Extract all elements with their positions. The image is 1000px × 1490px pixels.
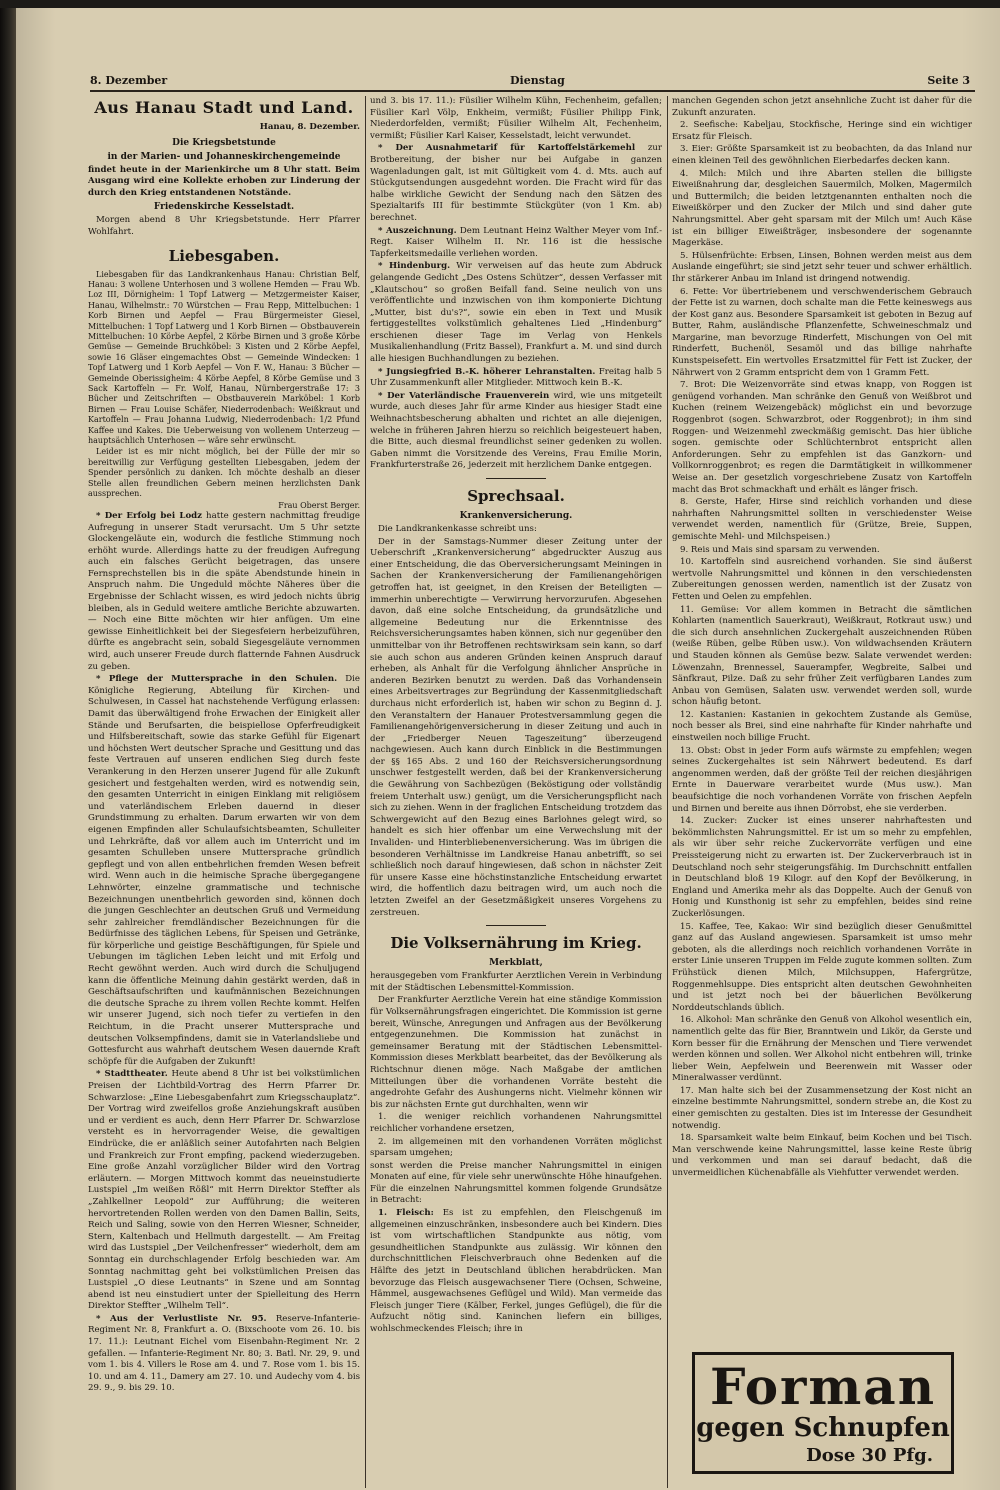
verlustliste-lead: * Aus der Verlustliste Nr. 95.: [96, 1313, 267, 1324]
erfolg-text: hatte gestern nachmittag freudige Aufregung in unserer Stadt verursacht. Um 5 Uhr setzte Glockengeläute ein, wodurch die festliche Stimmung noch erhöht wurde. Allerdings hatte zu der freudigen Aufregung auch ein falsches Gerücht beigetragen, das unsere Fernsprechstellen bis in die späte Abendstunde hinein in Anspruch nahm. Die Ungeduld möchte Näheres über die Ergebnisse der Schlacht wissen, es wird jedoch nichts übrig bleiben, als in Geduld weitere amtliche Berichte abzuwarten. — Noch eine Bitte möchten wir hier anfügen. Um eine gewisse Einheitlichkeit bei der Siegesfeiern herbeizuführen, dürfte es angebracht sein, sobald Siegesgeläute vernommen wird, auch unserer Freude durch flatternde Fahnen Ausdruck zu geben.: [88, 510, 360, 672]
header-page-number: Seite 3: [927, 74, 970, 87]
column-rule-1: [365, 96, 366, 1488]
volksernaehrung-after: sonst werden die Preise mancher Nahrungsmittel in einigen Monaten auf eine, für viele sehr unerwünschte Höhe hinaufgehen. Für die einzelnen Nahrungsmittel kommen folgende Grundsätze in Betracht:: [370, 1160, 662, 1206]
dateline: Hanau, 8. Dezember.: [259, 122, 360, 132]
volksernaehrung-point-1: 1. die weniger reichlich vorhandenen Nahrungsmittel reichlicher vorhandene ersetzen,: [370, 1112, 662, 1134]
ausnahmetarif-text: zur Brotbereitung, der bisher nur bei Aufgabe in ganzen Wagenladungen galt, ist mit Gültigkeit vom 4. d. Mts. auch auf Stückgutsendungen ausgedehnt worden. Die Fracht wird für das halbe wirkliche Gewicht der Sendung nach den Sätzen des Spezialtarifs III für bestimmte Stückgüter (von 1 Km. ab) berechnet.: [370, 143, 662, 223]
ausnahmetarif-paragraph: [370, 143, 662, 224]
liebesgaben-title: Liebesgaben.: [168, 246, 280, 265]
hindenburg-text: Wir verweisen auf das heute zum Abdruck gelangende Gedicht „Des Ostens Schützer“, dessen Verfasser mit „Klautschou“ so großen Beifall fand. Seine neulich von uns veröffentlichte und inzwischen von ihm komponierte Dichtung „Mutter, bist du's?“, sowie ein eben in Text und Musik fertiggestelltes volkstümlich gehaltenes Lied „Hindenburg“ erschienen dieser Tage im Verlag von Henkels Musikalienhandlung (Fritz Bassel), Frankfurt a. M. und sind durch alle hiesigen Buchhandlungen zu beziehen.: [370, 261, 662, 365]
header-rule: [90, 90, 975, 92]
header-day: Dienstag: [510, 74, 565, 87]
item-obst: 13. Obst: Obst in jeder Form aufs wärmste zu empfehlen; wegen seines Zuckergehaltes ist sein Nährwert bedeutend. Es darf angenommen werden, daß der größte Teil der reichen diesjährigen Ernte in Dauerware verarbeitet wurde (Mus usw.). Man beaufsichtige die noch vorhandenen Vorräte von frischen Aepfeln und Birnen und bereite aus ihnen Dörrobst, ehe sie verderben.: [672, 745, 972, 814]
volksernaehrung-publisher: herausgegeben vom Frankfurter Aerztlichen Verein in Verbindung mit der Städtischen Lebensmittel-Kommission.: [370, 971, 662, 993]
item-seefische: 2. Seefische: Kabeljau, Stockfische, Heringe sind ein wichtiger Ersatz für Fleisch.: [672, 120, 972, 142]
item-huelsenfruechte: 5. Hülsenfrüchte: Erbsen, Linsen, Bohnen werden meist aus dem Auslande eingeführt; sie sind jetzt sehr teuer und schwer erhältlich. Ihr stärkerer Anbau im Inland ist dringend notwendig.: [672, 250, 972, 284]
liebesgaben-signature: Frau Oberst Berger.: [278, 500, 360, 510]
item-kastanien: 12. Kastanien: Kastanien in gekochtem Zustande als Gemüse, noch besser als Brei, sind eine nahrhafte für Kinder nahrhafte und einstweilen noch billige Frucht.: [672, 709, 972, 744]
fleisch-continued: manchen Gegenden schon jetzt ansehnliche Zucht ist daher für die Zukunft anzuraten.: [672, 96, 972, 118]
sprechsaal-intro: Die Landkrankenkasse schreibt uns:: [378, 524, 537, 534]
item-kartoffeln: 10. Kartoffeln sind ausreichend vorhanden. Sie sind äußerst wertvolle Nahrungsmittel und können in den verschiedensten Zubereitungen genossen werden, namentlich ist der Zusatz von Fetten und Oelen zu empfehlen.: [672, 557, 972, 602]
fleisch-paragraph: [370, 1208, 662, 1336]
friedenskirche-text: Morgen abend 8 Uhr Kriegsbetstunde. Herr Pfarrer Wohlfahrt.: [88, 215, 360, 237]
separator: [486, 925, 546, 926]
sprechsaal-subtitle: Krankenversicherung.: [459, 511, 573, 521]
stadttheater-lead: * Stadttheater.: [96, 1069, 168, 1080]
ausnahmetarif-lead: * Der Ausnahmetarif für Kartoffelstärkemehl: [378, 143, 636, 154]
section-title-hanau: Aus Hanau Stadt und Land.: [94, 98, 354, 117]
liebesgaben-thanks: Leider ist es mir nicht möglich, bei der Fülle der mir so bereitwillig zur Verfügung gestellten Liebesgaben, jedem der Spender persönlich zu danken. Ich möchte deshalb an dieser Stelle allen freundlichen Gebern meinen herzlichsten Dank aussprechen.: [88, 447, 360, 499]
item-zusammensetzung: 17. Man halte sich bei der Zusammensetzung der Kost nicht an einzelne bestimmte Nahrungsmittel, sondern strebe an, die Kost zu einer gemischten zu gestalten. Dies ist im Interesse der Gesundheit notwendig.: [672, 1085, 972, 1131]
jungsiegfried-text: Freitag halb 5 Uhr Zusammenkunft aller Mitglieder. Mittwoch kein B.-K.: [370, 366, 662, 389]
frauenverein-text: wird, wie uns mitgeteilt wurde, auch dieses Jahr für arme Kinder aus hiesiger Stadt eine Weihnachtsbescherung abhalten und richtet an alle diejenigen, welche in früheren Jahren hierzu so reichlich beigesteuert haben, die Bitte, auch diesmal freundlichst seiner gedenken zu wollen. Gaben nimmt die Vorsitzende des Vereins, Frau Emilie Morin, Frankfurterstraße 26, jederzeit mit herzlichem Danke entgegen.: [370, 390, 662, 471]
header-date: 8. Dezember: [90, 74, 168, 87]
item-gemuese: 11. Gemüse: Vor allem kommen in Betracht die sämtlichen Kohlarten (namentlich Sauerkraut), Weißkraut, Rotkraut usw.) und die sich durch ansehnlichen Zuckergehalt auszeichnenden Rüben (weiße Rüben, gelbe Rüben usw.). Von wildwachsenden Kräutern und Stauden können als Gemüse bezw. Salate verwendet werden: Löwenzahn, Brennessel, Sauerampfer, Wegbreite, Salbei und Sänfkraut, Pilze. Daß zu sehr früher Zeit verfügbaren Landes zum Anbau von Gemüsen, Salaten usw. verwendet werden soll, wurde schon häufig betont.: [672, 604, 972, 708]
kriegsbetstunde-subtitle: in der Marien- und Johanneskirchengemeinde: [107, 151, 341, 162]
sprechsaal-text: Der in der Samstags-Nummer dieser Zeitung unter der Ueberschrift „Krankenversicherung“ abgedruckter Auszug aus einer Entscheidung, die das Oberversicherungsamt Meiningen in Sachen der Krankenversicherung der Familienangehörigen getroffen hat, ist geeignet, in den Kreisen der Beteiligten — immerhin unberechtigte — Verwirrung hervorzurufen. Abgesehen davon, daß eine solche Entscheidung, da grundsätzliche und allgemeine Bedeutung nur die Erkenntnisse des Reichsversicherungsamtes haben können, sich nur gegenüber den unmittelbar von ihr Betroffenen rechtswirksam sein kann, so darf sie auch schon aus anderen Gründen keinen Anspruch darauf erheben, als Anhalt für die Verfolgung ähnlicher Ansprüche in anderen Bezirken benutzt zu werden. Daß das Vorhandensein eines Arbeitsvertrages zur Begründung der Kassenmitgliedschaft durchaus nicht erforderlich ist, haben wir schon zu Beginn d. J. den Veranstaltern der Hanauer Protestversammlung gegen die Familienangehörigenversicherung in dieser Zeitung und auch in der „Friedberger Neuen Tageszeitung“ überzeugend nachgewiesen. Auch kann durch Einblick in die Bestimmungen der §§ 165 Abs. 2 und 160 der Reichsversicherungsordnung unschwer festgestellt werden, daß bei der Krankenversicherung die Gewährung von Sachbezügen (Beköstigung oder vollständig freiem Unterhalt usw.) genügt, um die Versicherungspflicht nach sich zu ziehen. Wenn in der fraglichen Entscheidung trotzdem das Schwergewicht auf den Bezug eines Barlohnes gelegt wird, so handelt es sich hier offenbar um eine Verwechslung mit der Invaliden- und Hinterbliebenenversicherung. Was im übrigen die besonderen Verhältnisse im Landkreise Hanau anbetrifft, so sei schließlich noch darauf hingewiesen, daß schon in nächster Zeit für unsere Kasse eine höchstinstanzliche Entscheidung erwartet wird, die hoffentlich dazu beitragen wird, um auch noch die letzten Zweifel an der Gesetzmäßigkeit unseres Vorgehens zu zerstreuen.: [370, 536, 662, 918]
volksernaehrung-subtitle: Merkblatt,: [489, 958, 543, 969]
forman-advertisement: [692, 1352, 954, 1474]
column-2: [370, 96, 662, 1490]
item-gerste: 8. Gerste, Hafer, Hirse sind reichlich vorhanden und diese nahrhaften Nahrungsmittel sollten in verschiedenster Weise verwendet werden, namentlich für (Grütze, Breie, Suppen, gemischte Mehl- und Milchspeisen.): [672, 497, 972, 542]
auszeichnung-paragraph: [370, 226, 662, 261]
book-spine: [0, 8, 16, 1490]
liebesgaben-list: Liebesgaben für das Landkrankenhaus Hanau: Christian Belf, Hanau: 3 wollene Unterhosen und 3 wollene Hemden — Frau Wb. Loz III, Dörnigheim: 1 Topf Latwerg — Metzgermeister Kaiser, Hanau, Wilhelmstr.: 70 Würstchen — Frau Repp, Mittelbuchen: 1 Korb Birnen und Aepfel — Frau Bürgermeister Giesel, Mittelbuchen: 1 Topf Latwerg und 1 Korb Birnen — Obstbauverein Mittelbuchen: 10 Körbe Aepfel, 2 Körbe Birnen und 3 große Körbe Gemüse — Gemeinde Bruchköbel: 3 Kisten und 2 Körbe Aepfel, sowie 16 Gläser eingemachtes Obst — Gemeinde Windecken: 1 Topf Latwerg und 1 Korb Aepfel — Von F. W., Hanau: 3 Bücher — Gemeinde Oberissigheim: 4 Körbe Aepfel, 8 Körbe Gemüse und 3 Sack Kartoffeln — Fr. Wolf, Hanau, Nürnbergerstraße 17: 3 Bücher und Zeitschriften — Obstbauverein Marköbel: 1 Korb Birnen — Frau Louise Schäfer, Niederrodenbach: Weißkraut und Kartoffeln — Frau Johanna Ludwig, Niederrodenbach: 1/2 Pfund Kaffee und Kakes. Die Ueberweisung von wollenem Unterzeug — hauptsächlich Unterhosen — wäre sehr erwünscht.: [88, 269, 360, 446]
separator: [486, 478, 546, 479]
item-eier: 3. Eier: Größte Sparsamkeit ist zu beobachten, da das Inland nur einen kleinen Teil des gewöhnlichen Eierbedarfes decken kann.: [672, 144, 972, 166]
pflege-paragraph: [88, 674, 360, 1068]
item-kaffee: 15. Kaffee, Tee, Kakao: Wir sind bezüglich dieser Genußmittel ganz auf das Ausland angewiesen. Sparsamkeit ist umso mehr geboten, als die allerdings noch reichlich vorhandenen Vorräte in erster Linie unseren Truppen im Felde zugute kommen sollten. Zum Frühstück dienen Milch, Milchsuppen, Hafergrütze, Roggenmehlsuppe. Dies entspricht alten deutschen Gewohnheiten und ist jetzt noch bei der bäuerlichen Bevölkerung Norddeutschlands üblich.: [672, 921, 972, 1013]
fleisch-lead: 1. Fleisch:: [378, 1208, 434, 1219]
frauenverein-paragraph: [370, 391, 662, 472]
volksernaehrung-text: Der Frankfurter Aerztliche Verein hat eine ständige Kommission für Volksernährungsfragen eingerichtet. Die Kommission ist gerne bereit, Wünsche, Anregungen und Anfragen aus der Bevölkerung entgegenzunehmen. Die Kommission hat zunächst in gemeinsamer Beratung mit der Städtischen Lebensmittel-Kommission dieses Merkblatt bearbeitet, das der Bevölkerung als Richtschnur dienen möge. Nach Maßgabe der amtlichen Mitteilungen über die vorhandenen Vorräte besteht die angedrohte Gefahr des Aushungerns nicht. Vielmehr können wir bis zur nächsten Ernte gut durchhalten, wenn wir: [370, 995, 662, 1110]
fleisch-text: Es ist zu empfehlen, den Fleischgenuß im allgemeinen einzuschränken, insbesondere auch bei Kindern. Dies ist vom wirtschaftlichen Standpunkte aus nötig, vom gesundheitlichen Standpunkte aus zulässig. Wir können den durchschnittlichen Fleischverbrauch ohne Bedenken auf die Hälfte des jetzt in Deutschland üblichen herabdrücken. Man bevorzuge das Fleisch ausgewachsener Tiere (Ochsen, Schweine, Hämmel, ausgewachsenes Geflügel und Wild). Man vermeide das Fleisch junger Tiere (Kälber, Ferkel, junges Geflügel), die für die Aufzucht nötig sind. Kaninchen liefern ein billiges, wohlschmeckendes Fleisch; ihre in: [370, 1208, 662, 1334]
ad-tagline: gegen Schnupfen: [696, 1413, 950, 1443]
stadttheater-text: Heute abend 8 Uhr ist bei volkstümlichen Preisen der Lichtbild-Vortrag des Herrn Pfarrer Dr. Schwarzlose: „Eine Liebesgabenfahrt zum Kriegsschauplatz“. Der Vortrag wird zweifellos große Anziehungskraft ausüben und er verdient es auch, denn Herr Pfarrer Dr. Schwarzlose versteht es in hervorragender Weise, die gewaltigen Eindrücke, die er anläßlich seiner Autofahrten nach Belgien und Frankreich zur Front empfing, packend wiederzugeben. Eine große Anzahl vorzüglicher Bilder wird den Vortrag erläutern. — Morgen Mittwoch kommt das neueinstudierte Lustspiel „Im weißen Rößl“ mit Herrn Direktor Steffter als „Zahlkellner Leopold“ zur Aufführung; die weiteren hervortretenden Rollen werden von den Damen Ballin, Seits, Reich und Saling, sowie von den Herren Wiesner, Schneider, Stern, Kaltenbach und Hellmuth dargestellt. — Am Freitag wird das Lustspiel „Der Veilchenfresser“ wiederholt, dem am Sonntag ein durchschlagender Erfolg beschieden war. Am Sonntag nachmittag geht bei volkstümlichen Preisen das Lustspiel „O diese Leutnants“ in Szene und am Sonntag abend ist neu einstudiert unter der Spielleitung des Herrn Direktor Steffter „Wilhelm Tell“.: [88, 1069, 360, 1312]
ad-price: Dose 30 Pfg.: [806, 1445, 933, 1466]
item-reis: 9. Reis und Mais sind sparsam zu verwenden.: [680, 544, 880, 555]
frauenverein-lead: * Der Vaterländische Frauenverein: [378, 390, 550, 401]
verlustliste-continued: und 3. bis 17. 11.): Füsilier Wilhelm Kühn, Fechenheim, gefallen; Füsilier Karl Völp, Enkheim, vermißt; Füsilier Philipp Fink, Niederdorfelden, vermißt; Füsilier Wilhelm Alt, Fechenheim, vermißt; Füsilier Karl Kaiser, Kesselstadt, leicht verwundet.: [370, 96, 662, 141]
verlustliste-paragraph: [88, 1314, 360, 1395]
item-sparsamkeit: 18. Sparsamkeit walte beim Einkauf, beim Kochen und bei Tisch. Man verschwende keine Nahrungsmittel, lasse keine Reste übrig und verkommen und man sei darauf bedacht, daß die unvermeidlichen Küchenabfälle als Viehfutter verwendet werden.: [672, 1133, 972, 1179]
ad-brand: Forman: [709, 1357, 937, 1416]
column-rule-2: [667, 96, 668, 1488]
jungsiegfried-lead: * Jungsiegfried B.-K. höherer Lehranstalten.: [378, 366, 596, 377]
page-header: [90, 70, 970, 90]
item-zucker: 14. Zucker: Zucker ist eines unserer nahrhaftesten und bekömmlichsten Nahrungsmittel. Er ist um so mehr zu empfehlen, als wir über sehr reiche Zuckervorräte verfügen und eine Preissteigerung nicht zu erwarten ist. Der Zuckerverbrauch ist in Deutschland noch sehr steigerungsfähig. Im Durchschnitt entfallen in Deutschland bloß 19 Kilogr. auf den Kopf der Bevölkerung, in England und Amerika mehr als das Doppelte. Auch der Genuß von Honig und Kunsthonig ist sehr zu empfehlen, beides sind reine Zuckerlösungen.: [672, 816, 972, 919]
kriegsbetstunde-text: findet heute in der Marienkirche um 8 Uhr statt. Beim Ausgang wird eine Kollekte erhoben zur Linderung der durch den Krieg entstandenen Notstände.: [88, 164, 360, 198]
hindenburg-lead: * Hindenburg.: [378, 261, 451, 272]
verlustliste-text: Reserve-Infanterie-Regiment Nr. 8, Frankfurt a. O. (Bixschoote vom 26. 10. bis 17. 11.): Leutnant Eichel vom Eisenbahn-Regiment Nr. 2 gefallen. — Infanterie-Regiment Nr. 80; 3. Batl. Nr. 29, 9. und vom 1. bis 4. Villers le Rose am 4. und 7. Rose vom 1. bis 15. 10. und am 4. 11., Damery am 27. 10. und Audechy vom 4. bis 29. 9., 9. bis 29. 10.: [88, 1313, 360, 1394]
erfolg-lead: * Der Erfolg bei Lodz: [96, 510, 203, 521]
kriegsbetstunde-title: Die Kriegsbetstunde: [172, 137, 276, 148]
sprechsaal-title: Sprechsaal.: [467, 487, 565, 505]
auszeichnung-lead: * Auszeichnung.: [378, 225, 457, 236]
item-milch: 4. Milch: Milch und ihre Abarten stellen die billigste Eiweißnahrung dar, desgleichen Sauermilch, Molken, Magermilch und Buttermilch; die beiden letztgenannten enthalten noch die Eiweißkörper und den Zucker der Milch und sind daher gute Nahrungsmittel. Aber geht sparsam mit der Milch um! Auch Käse ist ein billiger Eiweißträger, insbesondere der sogenannte Magerkäse.: [672, 168, 972, 249]
column-1: [88, 96, 360, 1490]
pflege-text: Die Königliche Regierung, Abteilung für Kirchen- und Schulwesen, in Cassel hat nachstehende Verfügung erlassen: Damit das überwältigend frohe Erwachen der Einigkeit aller Stände und Berufsarten, die beispiellose Opferfreudigkeit und Hilfsbereitschaft, sowie das starke Gefühl für Eigenart und höchsten Wert deutscher Sprache und Gesittung und das feste Vertrauen auf unseren endlichen Sieg durch feste Verankerung in den Herzen unserer Jugend für alle Zukunft gesichert und festgehalten werden, wird es notwendig sein, den gesamten Unterricht in einigen Einklang mit religiösem und vaterländischem Erleben dauernd in dieser Grundstimmung zu erhalten. Darum erwarten wir von dem eigenen Empfinden aller Schulaufsichtsbeamten, Schulleiter und Lehrkräfte, daß vor allem auch im Unterricht und im gesamten Schulleben unsere Muttersprache gründlich gepflegt und von allen entbehrlichen fremden Wesen befreit wird. Wenn auch in die heimische Sprache übergegangene Lehnwörter, einzelne grammatische und technische Bezeichnungen unentbehrlich geworden sind, können doch die jungen Geschlechter an deutschen Gruß und Vermeidung sehr zahlreicher fremdländischer Bezeichnungen für die Bedürfnisse des täglichen Lebens, für Speisen und Getränke, für körperliche und geistige Beschäftigungen, für Spiele und Uebungen im täglichen Leben leicht und mit Erfolg und Recht gewöhnt werden. Auch wird durch die Schuljugend kann die öffentliche Meinung dahin gestärkt werden, daß in Geschäftsaufschriften und kaufmännischen Bezeichnungen die deutsche Sprache zu ihrem vollen Rechte kommt. Helfen wir unserer Jugend, sich noch tiefer zu vertiefen in den Reichtum, in die Pracht unserer Muttersprache und deutschen Volksempfindens, damit sie in Vaterlandsliebe und Gottesfurcht aus wahrhaft deutschem Wesen dauernde Kraft schöpfe für die Aufgaben der Zukunft!: [88, 674, 360, 1067]
item-brot: 7. Brot: Die Weizenvorräte sind etwas knapp, von Roggen ist genügend vorhanden. Man schränke den Genuß von Weißbrot und Kuchen (reinem Weizengebäck) möglichst ein und bevorzuge Roggenbrot (sogen. Schwarzbrot, oder Roggenbrot); in ihm sind Roggen- und Weizenmehl zweckmäßig gemischt. Das hier übliche sogen. gemischte oder Schlüchternbrot entspricht allen Anforderungen. Sehr zu empfehlen ist das Ganzkorn- und Vollkornroggenbrot; es regen die Darmtätigkeit in willkommener Weise an. Der gesetzlich vorgeschriebene Zusatz von Kartoffeln macht das Brot schmackhaft und erhält es länger frisch.: [672, 380, 972, 495]
column-3: [672, 96, 972, 1490]
pflege-lead: * Pflege der Muttersprache in den Schulen.: [96, 674, 338, 685]
volksernaehrung-title: Die Volksernährung im Krieg.: [390, 934, 642, 953]
item-fette: 6. Fette: Vor übertriebenem und verschwenderischem Gebrauch der Fette ist zu warnen, doch schalte man die Fette keineswegs aus der Kost ganz aus. Besondere Sparsamkeit ist geboten in Bezug auf Butter, Rahm, ausländische Pflanzenfette, Schweineschmalz und Margarine, man bevorzuge Rinderfett, Mischungen von Oel mit Rinderfett, Buchenöl, Sesamöl und das billige nahrhafte Kunstspeisefett. Ein wertvolles Ersatzmittel für Fett ist Zucker, der Nährwert von 2 Gramm entspricht dem von 1 Gramm Fett.: [672, 286, 972, 378]
hindenburg-paragraph: [370, 261, 662, 365]
friedenskirche-title: Friedenskirche Kesselstadt.: [153, 202, 295, 213]
item-alkohol: 16. Alkohol: Man schränke den Genuß von Alkohol wesentlich ein, namentlich gelte das für Bier, Branntwein und Likör, da Gerste und Korn besser für die Ernährung der Menschen und Tiere verwendet werden können und sollen. Wer Alkohol nicht entbehren will, trinke lieber Wein, Aepfelwein und Beerenwein mit Wasser oder Mineralwasser verdünnt.: [672, 1015, 972, 1084]
erfolg-paragraph: [88, 511, 360, 673]
auszeichnung-text: Dem Leutnant Heinz Walther Meyer vom Inf.-Regt. Kaiser Wilhelm II. Nr. 116 ist die hessische Tapferkeitsmedaille verliehen worden.: [370, 225, 662, 259]
jungsiegfried-paragraph: [370, 367, 662, 390]
stadttheater-paragraph: [88, 1069, 360, 1312]
volksernaehrung-point-2: 2. im allgemeinen mit den vorhandenen Vorräten möglichst sparsam umgehen;: [370, 1136, 662, 1159]
